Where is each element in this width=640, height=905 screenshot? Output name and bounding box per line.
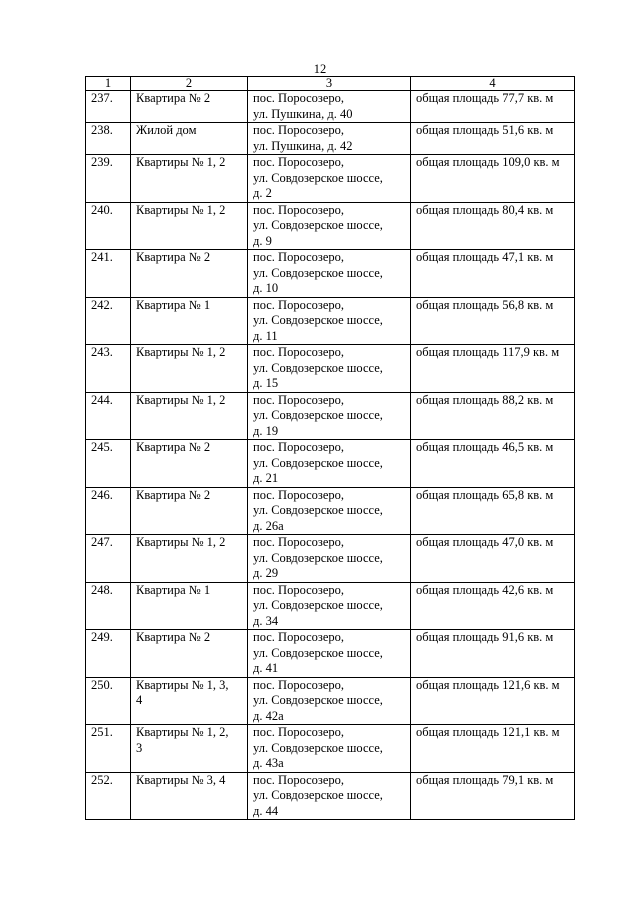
object-name-line: Квартиры № 1, 2, <box>136 725 229 739</box>
address-cell <box>248 772 411 820</box>
object-name-line: Квартира № 2 <box>136 91 211 105</box>
address-line: ул. Совдозерское шоссе, <box>253 788 383 802</box>
table-row <box>86 202 575 250</box>
address-cell <box>248 487 411 535</box>
table-row <box>86 440 575 488</box>
row-number: 238. <box>86 123 131 155</box>
table-row <box>86 677 575 725</box>
address-line: ул. Пушкина, д. 40 <box>253 106 353 121</box>
address-cell <box>248 91 411 123</box>
object-name-line: Квартиры № 1, 2 <box>136 345 226 359</box>
address-line: пос. Поросозеро, <box>253 202 345 217</box>
area-cell: общая площадь 121,6 кв. м <box>411 677 575 725</box>
address-cell <box>248 297 411 345</box>
address-line: д. 41 <box>253 661 279 675</box>
address-line: пос. Поросозеро, <box>253 123 345 137</box>
object-name-line: Квартиры № 1, 3, <box>136 677 229 692</box>
table-row <box>86 91 575 123</box>
address-line: ул. Совдозерское шоссе, <box>253 550 383 565</box>
area-cell: общая площадь 42,6 кв. м <box>411 582 575 630</box>
table-row <box>86 582 575 630</box>
address-line: д. 10 <box>253 281 279 295</box>
column-number-row <box>86 77 575 91</box>
object-name-line: 3 <box>136 740 143 755</box>
column-number: 4 <box>411 77 575 91</box>
object-name-cell <box>131 725 248 773</box>
object-name-cell <box>131 630 248 678</box>
row-number: 251. <box>86 725 131 773</box>
table-row <box>86 392 575 440</box>
area-cell: общая площадь 51,6 кв. м <box>411 123 575 155</box>
row-number: 249. <box>86 630 131 678</box>
row-number: 252. <box>86 772 131 820</box>
address-line: ул. Совдозерское шоссе, <box>253 218 383 232</box>
object-name-cell <box>131 250 248 298</box>
address-line: ул. Совдозерское шоссе, <box>253 170 383 185</box>
object-name-cell <box>131 297 248 345</box>
object-name-line: Квартиры № 1, 2 <box>136 392 226 407</box>
address-cell <box>248 440 411 488</box>
address-cell <box>248 725 411 773</box>
object-name-line: Квартира № 2 <box>136 440 211 454</box>
address-cell <box>248 250 411 298</box>
area-cell: общая площадь 65,8 кв. м <box>411 487 575 535</box>
address-line: ул. Пушкина, д. 42 <box>253 138 353 153</box>
address-line: д. 26а <box>253 518 284 533</box>
address-line: пос. Поросозеро, <box>253 582 345 597</box>
row-number: 242. <box>86 297 131 345</box>
row-number: 248. <box>86 582 131 630</box>
object-name-cell <box>131 535 248 583</box>
object-name-cell <box>131 392 248 440</box>
table-row <box>86 725 575 773</box>
area-cell: общая площадь 46,5 кв. м <box>411 440 575 488</box>
row-number: 239. <box>86 155 131 203</box>
address-line: д. 21 <box>253 471 279 485</box>
object-name-line: Квартира № 2 <box>136 250 211 264</box>
address-line: д. 11 <box>253 328 278 343</box>
table-row <box>86 487 575 535</box>
row-number: 244. <box>86 392 131 440</box>
area-cell: общая площадь 56,8 кв. м <box>411 297 575 345</box>
address-cell <box>248 345 411 393</box>
address-cell <box>248 630 411 678</box>
column-number: 2 <box>131 77 248 91</box>
address-line: пос. Поросозеро, <box>253 487 345 502</box>
address-line: ул. Совдозерское шоссе, <box>253 408 383 422</box>
object-name-cell <box>131 677 248 725</box>
object-name-cell <box>131 345 248 393</box>
address-cell <box>248 123 411 155</box>
address-line: пос. Поросозеро, <box>253 772 345 787</box>
object-name-cell <box>131 582 248 630</box>
address-line: д. 29 <box>253 566 279 580</box>
area-cell: общая площадь 117,9 кв. м <box>411 345 575 393</box>
area-cell: общая площадь 91,6 кв. м <box>411 630 575 678</box>
address-line: пос. Поросозеро, <box>253 440 345 454</box>
address-line: пос. Поросозеро, <box>253 297 345 312</box>
address-line: пос. Поросозеро, <box>253 630 345 644</box>
address-line: пос. Поросозеро, <box>253 535 345 549</box>
area-cell: общая площадь 47,1 кв. м <box>411 250 575 298</box>
table-row <box>86 297 575 345</box>
address-line: ул. Совдозерское шоссе, <box>253 645 383 660</box>
address-cell <box>248 582 411 630</box>
row-number: 243. <box>86 345 131 393</box>
area-cell: общая площадь 77,7 кв. м <box>411 91 575 123</box>
address-line: пос. Поросозеро, <box>253 392 345 407</box>
row-number: 245. <box>86 440 131 488</box>
address-line: ул. Совдозерское шоссе, <box>253 265 383 280</box>
object-name-line: Жилой дом <box>136 123 197 137</box>
object-name-line: Квартира № 2 <box>136 630 211 644</box>
area-cell: общая площадь 79,1 кв. м <box>411 772 575 820</box>
object-name-cell <box>131 123 248 155</box>
object-name-cell <box>131 440 248 488</box>
address-line: д. 34 <box>253 613 279 628</box>
address-line: д. 19 <box>253 423 279 438</box>
address-line: ул. Совдозерское шоссе, <box>253 740 383 755</box>
object-name-line: Квартира № 2 <box>136 487 211 502</box>
table-body <box>86 91 575 820</box>
address-line: ул. Совдозерское шоссе, <box>253 598 383 612</box>
address-line: д. 42а <box>253 708 284 723</box>
address-line: пос. Поросозеро, <box>253 725 345 739</box>
area-cell: общая площадь 109,0 кв. м <box>411 155 575 203</box>
row-number: 240. <box>86 202 131 250</box>
page-number: 12 <box>313 62 327 76</box>
address-cell <box>248 392 411 440</box>
area-cell: общая площадь 88,2 кв. м <box>411 392 575 440</box>
table-row <box>86 123 575 155</box>
row-number: 237. <box>86 91 131 123</box>
area-cell: общая площадь 47,0 кв. м <box>411 535 575 583</box>
area-cell: общая площадь 80,4 кв. м <box>411 202 575 250</box>
table-row <box>86 630 575 678</box>
object-name-line: Квартиры № 1, 2 <box>136 535 226 549</box>
object-name-cell <box>131 91 248 123</box>
row-number: 246. <box>86 487 131 535</box>
address-line: пос. Поросозеро, <box>253 345 345 359</box>
area-cell: общая площадь 121,1 кв. м <box>411 725 575 773</box>
row-number: 250. <box>86 677 131 725</box>
address-line: д. 44 <box>253 803 279 818</box>
table-row <box>86 772 575 820</box>
column-number: 1 <box>86 77 131 91</box>
property-table <box>85 76 575 820</box>
address-line: д. 43а <box>253 756 284 770</box>
address-line: ул. Совдозерское шоссе, <box>253 503 383 517</box>
column-number: 3 <box>248 77 411 91</box>
address-cell <box>248 677 411 725</box>
object-name-line: 4 <box>136 693 143 707</box>
address-line: ул. Совдозерское шоссе, <box>253 693 383 707</box>
address-line: пос. Поросозеро, <box>253 155 345 169</box>
object-name-line: Квартира № 1 <box>136 297 211 312</box>
table-row <box>86 155 575 203</box>
address-line: ул. Совдозерское шоссе, <box>253 455 383 470</box>
object-name-line: Квартиры № 1, 2 <box>136 155 226 169</box>
address-cell <box>248 155 411 203</box>
address-line: ул. Совдозерское шоссе, <box>253 360 383 375</box>
row-number: 241. <box>86 250 131 298</box>
address-cell <box>248 535 411 583</box>
table-row <box>86 345 575 393</box>
address-line: пос. Поросозеро, <box>253 677 345 692</box>
object-name-line: Квартира № 1 <box>136 582 211 597</box>
address-cell <box>248 202 411 250</box>
object-name-line: Квартиры № 3, 4 <box>136 772 226 787</box>
object-name-line: Квартиры № 1, 2 <box>136 202 226 217</box>
address-line: д. 2 <box>253 186 272 200</box>
object-name-cell <box>131 487 248 535</box>
address-line: пос. Поросозеро, <box>253 91 345 105</box>
object-name-cell <box>131 155 248 203</box>
object-name-cell <box>131 202 248 250</box>
address-line: д. 9 <box>253 233 272 248</box>
table-row <box>86 250 575 298</box>
address-line: пос. Поросозеро, <box>253 250 345 264</box>
row-number: 247. <box>86 535 131 583</box>
address-line: ул. Совдозерское шоссе, <box>253 313 383 327</box>
table-row <box>86 535 575 583</box>
address-line: д. 15 <box>253 376 279 390</box>
object-name-cell <box>131 772 248 820</box>
